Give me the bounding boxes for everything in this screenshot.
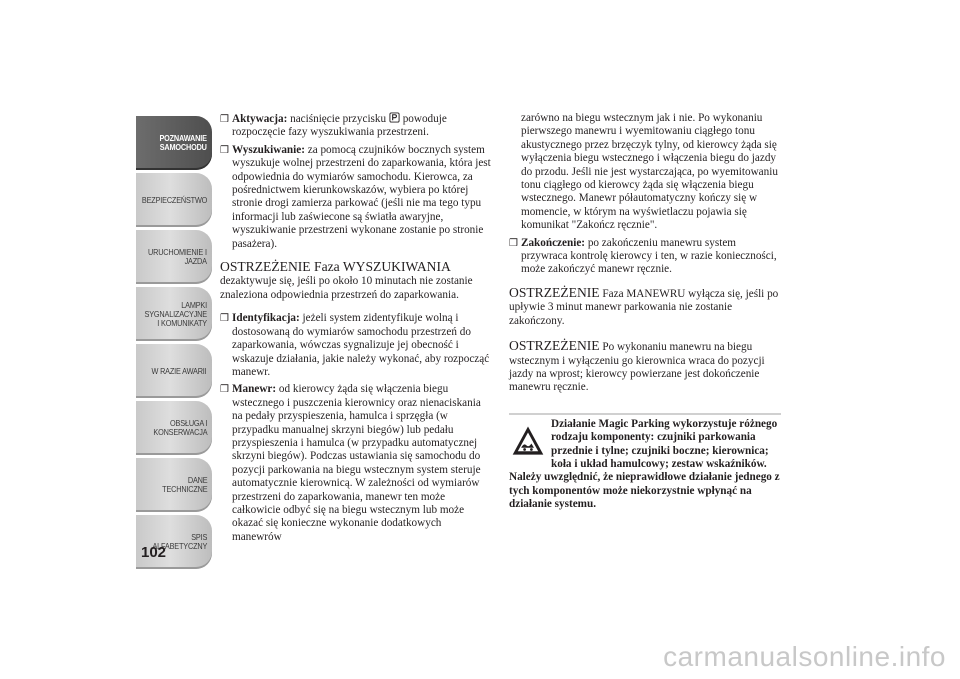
list-item-zakonczenie	[509, 237, 781, 277]
warning-heading: OSTRZEŻENIE	[509, 284, 600, 300]
tab-obsluga-i-konserwacja[interactable]	[136, 401, 212, 455]
tab-dane-techniczne[interactable]	[136, 458, 212, 512]
tab-label: OBSŁUGA I KONSERWACJA	[152, 418, 207, 437]
list-item-manewr	[220, 383, 492, 544]
warning-box-text: Działanie Magic Parking wykorzystuje różnego rodzaju komponenty: czujniki parkowania przednie i tylne; czujniki boczne; kierownica; koła i układ hamulcowy; zestaw wskaźników. Należy uwzględnić, że nieprawidłowe działanie jednego z tych komponentów może niekorzystnie wpłynąć na działanie systemu.	[509, 417, 780, 511]
item-text: po zakończeniu manewru system przywraca kontrolę kierowcy i ten, w razie konieczności, może zakończyć manewr ręcznie.	[521, 236, 777, 276]
tab-bezpieczenstwo[interactable]	[136, 173, 212, 227]
item-title: Wyszukiwanie:	[232, 143, 305, 156]
warning-text: Faza MANEWRU wyłącza się, jeśli po upływie 3 minut manewr parkowania nie zostanie zakończony.	[509, 287, 779, 327]
item-title: Zakończenie:	[521, 236, 586, 249]
right-column	[509, 112, 781, 512]
warning-note	[509, 285, 781, 328]
continuation-text: zarówno na biegu wstecznym jak i nie. Po wykonaniu pierwszego manewru i wyemitowaniu ciągłego tonu akustycznego przez brzęczyk tylny, od kierowcy żąda się wyłączenia biegu wstecznego i włączenia biegu do jazdy do przodu. Jeśli nie jest wystarczająca, po wyemitowaniu tonu ciągłego od kierowcy żąda się włączenia biegu wstecznego. Manewr półautomatyczny kończy się w momencie, w którym na wyświetlaczu pojawia się komunikat "Zakończ ręcznie".	[521, 112, 778, 232]
warning-heading: OSTRZEŻENIE Faza WYSZUKIWANIA	[220, 259, 451, 275]
checkbox-bullet-icon: ❒	[509, 237, 518, 249]
chapter-sidebar	[136, 116, 212, 572]
tab-w-razie-awarii[interactable]	[136, 344, 212, 398]
tab-poznawanie-samochodu[interactable]	[136, 116, 212, 170]
tab-lampki-sygnalizacyjne[interactable]	[136, 287, 212, 341]
warning-text: Po wykonaniu manewru na biegu wstecznym i wyłączeniu go kierownica wraca do pozycji jazdy na wprost; kierowcy powierzane jest dokończenie manewru ręcznie.	[509, 341, 765, 394]
item-text: za pomocą czujników bocznych system wyszukuje wolnej przestrzeni do zaparkowania, która jest odpowiednia do wymiarów samochodu. Kierowca, za pośrednictwem kierunkowskazów, wybiera po której stronie drogi zamierza parkować (jeśli nie ma tego typu informacji lub zaświecone są światła awaryjne, wyszukiwanie przestrzeni wykonane zostanie po stronie pasażera).	[232, 143, 491, 250]
checkbox-bullet-icon: ❒	[220, 114, 229, 125]
parking-assist-icon	[389, 112, 400, 123]
warning-text: dezaktywuje się, jeśli po około 10 minutach nie zostanie znaleziona odpowiednia przestrzeń do zaparkowania.	[220, 275, 473, 301]
checkbox-bullet-icon: ❒	[220, 384, 229, 396]
checkbox-bullet-icon: ❒	[220, 313, 229, 325]
list-item-aktywacja	[220, 112, 492, 140]
tab-label: POZNAWANIE SAMOCHODU	[159, 133, 207, 152]
item-text: naciśnięcie przycisku	[287, 113, 389, 125]
item-text: jeżeli system zidentyfikuje wolną i dostosowaną do wymiarów samochodu przestrzeń do zaparkowania, wówczas sygnalizuje jej obecność i wskazuje działania, jakie należy wykonać, aby rozpocząć manewr.	[232, 312, 490, 378]
item-title: Identyfikacja:	[232, 312, 300, 325]
item-text: powoduje rozpoczęcie fazy wyszukiwania przestrzeni.	[232, 113, 447, 139]
warning-triangle-icon	[511, 424, 545, 458]
item-text: od kierowcy żąda się włączenia biegu wstecznego i puszczenia kierownicy oraz nienaciskania na pedały przyspieszenia, hamulca i sprzęgła (w przypadku manualnej skrzyni biegów) lub pedału przyspieszenia i hamulca (w przypadku automatycznej skrzyni biegów). Podczas ustawiania się samochodu do pozycji parkowania na biegu wstecznym system steruje automatycznie kierownicą. W zależności od wymiarów przestrzeni do zaparkowania, manewr ten może całkowicie odbyć się na biegu wstecznym lub może okazać się konieczne wykonanie dodatkowych manewrów	[232, 383, 481, 543]
tab-label: DANE TECHNICZNE	[161, 475, 207, 494]
left-column	[220, 112, 492, 548]
page-number: 102	[141, 544, 167, 561]
item-title: Manewr:	[232, 383, 277, 396]
watermark: carmanualsonline.info	[663, 641, 946, 672]
list-item-identyfikacja	[220, 312, 492, 379]
tab-label: SPIS ALFABETYCZNY	[152, 532, 207, 551]
warning-box	[509, 413, 781, 512]
warning-heading: OSTRZEŻENIE	[509, 338, 600, 354]
list-item-wyszukiwanie	[220, 144, 492, 251]
item-title: Aktywacja:	[232, 113, 288, 125]
checkbox-bullet-icon: ❒	[220, 144, 229, 156]
tab-label: BEZPIECZEŃSTWO	[141, 194, 207, 205]
warning-note	[220, 259, 492, 302]
tab-uruchomienie-i-jazda[interactable]	[136, 230, 212, 284]
tab-label: LAMPKI SYGNALIZACYJNE I KOMUNIKATY	[144, 299, 207, 328]
tab-label: URUCHOMIENIE I JAZDA	[148, 247, 207, 266]
tab-label: W RAZIE AWARII	[151, 365, 207, 376]
warning-note	[509, 338, 781, 395]
